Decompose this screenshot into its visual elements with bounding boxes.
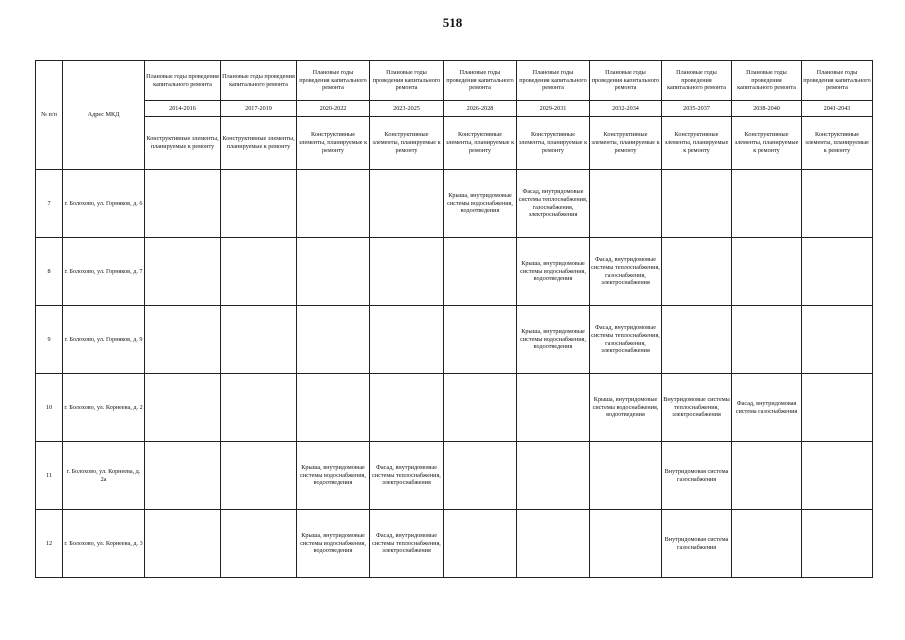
repair-cell bbox=[145, 238, 221, 306]
repair-cell bbox=[662, 170, 732, 238]
repair-cell bbox=[590, 442, 662, 510]
repair-cell: Фасад, внутридомовые системы теплоснабжения, газоснабжения, электроснабжения bbox=[517, 170, 590, 238]
period-range: 2020-2022 bbox=[297, 101, 370, 117]
row-address: г. Болохово, ул. Горняков, д. 6 bbox=[63, 170, 145, 238]
row-address: г. Болохово, ул. Корнеева, д. 3 bbox=[63, 510, 145, 578]
repair-cell bbox=[221, 238, 297, 306]
repair-cell bbox=[145, 170, 221, 238]
row-address: г. Болохово, ул. Корнеева, д. 2а bbox=[63, 442, 145, 510]
repair-cell: Фасад, внутридомовые системы теплоснабжения, электроснабжения bbox=[370, 510, 444, 578]
repair-cell bbox=[221, 510, 297, 578]
repair-cell: Крыша, внутридомовые системы водоснабжения, водоотведения bbox=[517, 238, 590, 306]
period-range: 2035-2037 bbox=[662, 101, 732, 117]
row-index: 7 bbox=[36, 170, 63, 238]
period-range: 2041-2043 bbox=[802, 101, 873, 117]
period-range: 2038-2040 bbox=[732, 101, 802, 117]
repair-cell bbox=[145, 306, 221, 374]
row-address: г. Болохово, ул. Горняков, д. 9 bbox=[63, 306, 145, 374]
repair-cell bbox=[297, 306, 370, 374]
period-title: Плановые годы проведения капитального ремонта bbox=[221, 61, 297, 101]
period-range: 2026-2028 bbox=[444, 101, 517, 117]
repair-cell bbox=[802, 374, 873, 442]
repair-cell bbox=[221, 442, 297, 510]
repair-cell bbox=[297, 238, 370, 306]
repair-cell: Крыша, внутридомовые системы водоснабжения, водоотведения bbox=[444, 170, 517, 238]
element-header: Конструктивные элементы, планируемые к ремонту bbox=[297, 117, 370, 170]
repair-cell bbox=[297, 374, 370, 442]
repair-cell bbox=[370, 374, 444, 442]
row-index: 11 bbox=[36, 442, 63, 510]
row-index: 8 bbox=[36, 238, 63, 306]
element-header: Конструктивные элементы, планируемые к ремонту bbox=[517, 117, 590, 170]
header-row-ranges bbox=[36, 101, 873, 117]
repair-cell bbox=[732, 306, 802, 374]
address-column-header: Адрес МКД bbox=[63, 61, 145, 170]
element-header: Конструктивные элементы, планируемые к ремонту bbox=[145, 117, 221, 170]
repair-cell bbox=[732, 442, 802, 510]
element-header: Конструктивные элементы, планируемые к ремонту bbox=[221, 117, 297, 170]
table-body bbox=[36, 170, 873, 578]
period-title: Плановые годы проведения капитального ремонта bbox=[662, 61, 732, 101]
repair-cell bbox=[444, 374, 517, 442]
repair-cell bbox=[662, 306, 732, 374]
repair-cell bbox=[732, 170, 802, 238]
period-title: Плановые годы проведения капитального ремонта bbox=[444, 61, 517, 101]
table-row bbox=[36, 238, 873, 306]
repair-cell bbox=[732, 238, 802, 306]
table-row bbox=[36, 170, 873, 238]
table-row bbox=[36, 374, 873, 442]
period-range: 2032-2034 bbox=[590, 101, 662, 117]
header-row-titles bbox=[36, 61, 873, 101]
index-column-header: № п/п bbox=[36, 61, 63, 170]
row-index: 9 bbox=[36, 306, 63, 374]
repair-cell: Фасад, внутридомовая система газоснабжения bbox=[732, 374, 802, 442]
page-number: 518 bbox=[442, 15, 463, 30]
repair-cell: Внутридомовые системы теплоснабжения, электроснабжения bbox=[662, 374, 732, 442]
repair-cell bbox=[517, 374, 590, 442]
repair-cell bbox=[297, 170, 370, 238]
table-row bbox=[36, 510, 873, 578]
repair-cell bbox=[444, 306, 517, 374]
period-title: Плановые годы проведения капитального ремонта bbox=[590, 61, 662, 101]
repair-cell bbox=[370, 306, 444, 374]
repair-cell bbox=[590, 510, 662, 578]
header-row-elements bbox=[36, 117, 873, 170]
repair-cell: Фасад, внутридомовые системы теплоснабжения, газоснабжения, электроснабжения bbox=[590, 238, 662, 306]
element-header: Конструктивные элементы, планируемые к ремонту bbox=[662, 117, 732, 170]
repair-cell: Фасад, внутридомовые системы теплоснабжения, электроснабжения bbox=[370, 442, 444, 510]
repair-cell bbox=[145, 374, 221, 442]
period-range: 2014-2016 bbox=[145, 101, 221, 117]
repair-cell bbox=[662, 238, 732, 306]
period-title: Плановые годы проведения капитального ремонта bbox=[297, 61, 370, 101]
repair-cell bbox=[370, 238, 444, 306]
repair-cell bbox=[444, 442, 517, 510]
repair-cell bbox=[444, 238, 517, 306]
repair-cell bbox=[802, 170, 873, 238]
repair-cell: Внутридомовая система газоснабжения bbox=[662, 510, 732, 578]
repair-cell bbox=[590, 170, 662, 238]
repair-cell bbox=[221, 170, 297, 238]
repair-cell: Внутридомовая система газоснабжения bbox=[662, 442, 732, 510]
repair-cell bbox=[517, 442, 590, 510]
repair-cell: Крыша, внутридомовые системы водоснабжения, водоотведения bbox=[297, 510, 370, 578]
repair-cell: Крыша, внутридомовые системы водоснабжения, водоотведения bbox=[590, 374, 662, 442]
row-address: г. Болохово, ул. Горняков, д. 7 bbox=[63, 238, 145, 306]
row-address: г. Болохово, ул. Корнеева, д. 2 bbox=[63, 374, 145, 442]
table-row bbox=[36, 442, 873, 510]
repair-cell bbox=[802, 306, 873, 374]
period-range: 2017-2019 bbox=[221, 101, 297, 117]
repair-cell bbox=[802, 442, 873, 510]
repair-cell bbox=[145, 442, 221, 510]
repair-cell: Крыша, внутридомовые системы водоснабжения, водоотведения bbox=[517, 306, 590, 374]
element-header: Конструктивные элементы, планируемые к ремонту bbox=[590, 117, 662, 170]
repair-cell bbox=[802, 238, 873, 306]
repair-cell bbox=[517, 510, 590, 578]
row-index: 12 bbox=[36, 510, 63, 578]
period-title: Плановые годы проведения капитального ремонта bbox=[802, 61, 873, 101]
repair-cell bbox=[732, 510, 802, 578]
repair-schedule-table bbox=[35, 60, 873, 578]
repair-cell: Крыша, внутридомовые системы водоснабжения, водоотведения bbox=[297, 442, 370, 510]
period-title: Плановые годы проведения капитального ремонта bbox=[145, 61, 221, 101]
repair-cell bbox=[221, 374, 297, 442]
repair-cell bbox=[802, 510, 873, 578]
period-title: Плановые годы проведения капитального ремонта bbox=[370, 61, 444, 101]
row-index: 10 bbox=[36, 374, 63, 442]
period-range: 2023-2025 bbox=[370, 101, 444, 117]
period-range: 2029-2031 bbox=[517, 101, 590, 117]
period-title: Плановые годы проведения капитального ремонта bbox=[517, 61, 590, 101]
repair-cell bbox=[145, 510, 221, 578]
element-header: Конструктивные элементы, планируемые к ремонту bbox=[802, 117, 873, 170]
table-row bbox=[36, 306, 873, 374]
period-title: Плановые годы проведения капитального ремонта bbox=[732, 61, 802, 101]
repair-cell bbox=[444, 510, 517, 578]
repair-cell bbox=[221, 306, 297, 374]
repair-cell: Фасад, внутридомовые системы теплоснабжения, газоснабжения, электроснабжения bbox=[590, 306, 662, 374]
element-header: Конструктивные элементы, планируемые к ремонту bbox=[732, 117, 802, 170]
element-header: Конструктивные элементы, планируемые к ремонту bbox=[370, 117, 444, 170]
repair-cell bbox=[370, 170, 444, 238]
element-header: Конструктивные элементы, планируемые к ремонту bbox=[444, 117, 517, 170]
